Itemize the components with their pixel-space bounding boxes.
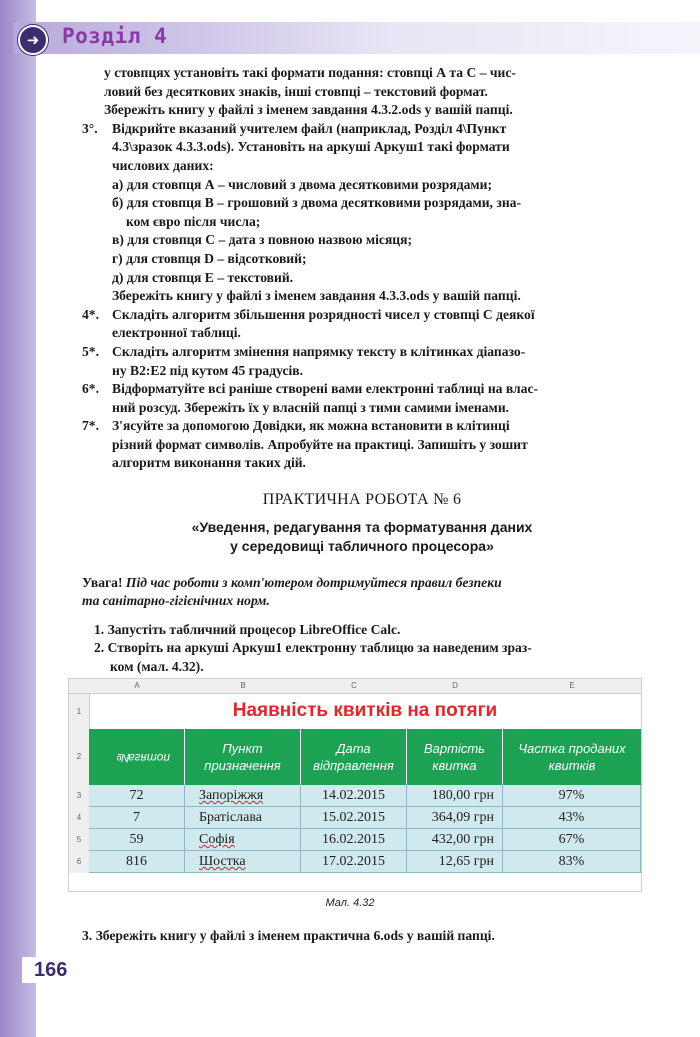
- task-number: 7*.: [82, 418, 99, 434]
- header-line: потяга: [128, 750, 171, 765]
- header-cell-number: [89, 729, 185, 785]
- page-number: 166: [22, 957, 102, 983]
- task-line: Відформатуйте всі раніше створені вами електронні таблиці на влас-: [112, 381, 539, 397]
- header-line: призначення: [204, 758, 281, 773]
- column-header: C: [301, 679, 407, 694]
- table-cell: 12,65 грн: [407, 851, 503, 873]
- task-number: 5*.: [82, 343, 99, 359]
- row-header: 3: [69, 785, 90, 807]
- table-cell: 816: [89, 851, 185, 873]
- task-number: 4*.: [82, 306, 99, 322]
- figure-caption: Мал. 4.32: [325, 897, 375, 909]
- task-line: Складіть алгоритм збільшення розрядності чисел у стовпці С деякої: [112, 306, 535, 322]
- header-line: Пункт: [222, 741, 263, 756]
- final-step: 3. Збережіть книгу у файлі з іменем практична 6.ods у вашій папці.: [82, 928, 495, 943]
- row-header: 5: [69, 829, 90, 851]
- task-line: електронної таблиці.: [112, 325, 241, 341]
- table-cell: 17.02.2015: [301, 851, 407, 873]
- step-2-cont: ком (мал. 4.32).: [110, 659, 204, 675]
- warning-text-2: та санітарно-гігієнічних норм.: [82, 593, 270, 609]
- table-cell: [185, 785, 301, 807]
- table-cell: [185, 851, 301, 873]
- row-header: 4: [69, 807, 90, 829]
- header-line: квитків: [548, 758, 596, 773]
- table-cell: 180,00 грн: [407, 785, 503, 807]
- table-cell: 15.02.2015: [301, 807, 407, 829]
- header-cell-date: [301, 729, 407, 785]
- row-header: 2: [69, 729, 90, 785]
- intro-line: ловий без десяткових знаків, інші стовпці – текстовий формат.: [104, 83, 488, 99]
- table-cell: 14.02.2015: [301, 785, 407, 807]
- warning-label: Увага!: [82, 574, 123, 590]
- table-cell: 432,00 грн: [407, 829, 503, 851]
- table-cell: 97%: [503, 785, 641, 807]
- header-cell-destination: [185, 729, 301, 785]
- table-cell: Братіслава: [185, 807, 301, 829]
- table-cell: 72: [89, 785, 185, 807]
- column-header: A: [89, 679, 185, 694]
- save-instruction: Збережіть книгу у файлі з іменем завдання 4.3.3.ods у вашій папці.: [112, 288, 521, 304]
- step-2: 2. Створіть на аркуші Аркуш1 електронну таблицю за наведеним зраз-: [94, 640, 532, 656]
- task-number: 3°.: [82, 120, 98, 136]
- task-line: З'ясуйте за допомогою Довідки, як можна встановити в клітинці: [112, 418, 510, 434]
- column-header: D: [407, 679, 503, 694]
- task-line: Складіть алгоритм змінення напрямку тексту в клітинках діапазо-: [112, 343, 526, 359]
- corner-cell: [69, 679, 89, 694]
- subitem: г) для стовпця D – відсотковий;: [112, 250, 307, 266]
- header-line: Вартість: [423, 741, 485, 756]
- row-header: 6: [69, 851, 90, 873]
- task-line: ний розсуд. Збережіть їх у власній папці з тими самими іменами.: [112, 399, 510, 415]
- table-cell: 43%: [503, 807, 641, 829]
- task-number: 6*.: [82, 381, 99, 397]
- table-cell: 67%: [503, 829, 641, 851]
- warning: [82, 574, 642, 611]
- intro-line: у стовпцях установіть такі формати подання: стовпці А та С – чис-: [104, 65, 516, 80]
- task-line: Відкрийте вказаний учителем файл (наприклад, Розділ 4\Пункт: [112, 120, 507, 136]
- table-cell: [185, 829, 301, 851]
- table-title: Наявність квитків на потяги: [232, 700, 498, 721]
- table-cell: 83%: [503, 851, 641, 873]
- task-line: ну В2:Е2 під кутом 45 градусів.: [112, 362, 304, 378]
- header-line: Частка проданих: [518, 741, 626, 756]
- spreadsheet-figure: [68, 678, 642, 892]
- chapter-title: Розділ 4: [62, 24, 168, 48]
- task-3: [82, 120, 642, 176]
- intro-line: Збережіть книгу у файлі з іменем завдання 4.3.2.ods у вашій папці.: [104, 102, 513, 118]
- table-cell: 59: [89, 829, 185, 851]
- practical-subtitle-line-1: «Уведення, редагування та форматування даних: [191, 518, 533, 535]
- city-name: Шостка: [199, 854, 246, 869]
- task-line: алгоритм виконання таких дій.: [112, 455, 306, 471]
- column-header: E: [503, 679, 641, 694]
- subitem: д) для стовпця Е – текстовий.: [112, 269, 294, 285]
- task-6: [82, 380, 642, 417]
- steps: [82, 621, 642, 677]
- table-cell: 7: [89, 807, 185, 829]
- header-cell-price: [407, 729, 503, 785]
- table-cell: 364,09 грн: [407, 807, 503, 829]
- subitem: ком євро після числа;: [126, 213, 261, 229]
- subitem: б) для стовпця В – грошовий з двома десятковими розрядами, зна-: [112, 195, 521, 211]
- subitem: в) для стовпця С – дата з повною назвою місяця;: [112, 232, 413, 248]
- header-cell-share: [503, 729, 641, 785]
- header-line: квитка: [432, 758, 477, 773]
- task-line: числових даних:: [112, 157, 214, 173]
- practical-title: ПРАКТИЧНА РОБОТА № 6: [262, 491, 462, 509]
- task-5: [82, 343, 642, 380]
- arrow-right-circle-icon: ➜: [18, 25, 48, 55]
- city-name: Запоріжжя: [199, 788, 264, 803]
- row-header: 1: [69, 694, 90, 729]
- header-line: Дата: [336, 741, 371, 756]
- subitem: а) для стовпця А – числовий з двома десятковими розрядами;: [112, 176, 492, 192]
- task-line: 4.3\зразок 4.3.3.ods). Установіть на аркуші Аркуш1 такі формати: [112, 139, 510, 155]
- city-name: Софія: [199, 832, 235, 847]
- sidebar-band: [0, 0, 36, 1037]
- task-7: [82, 417, 642, 473]
- practical-subtitle: [82, 518, 642, 556]
- task-4: [82, 306, 642, 343]
- table-cell: 16.02.2015: [301, 829, 407, 851]
- warning-text-1: Під час роботи з комп'ютером дотримуйтеся правил безпеки: [125, 574, 502, 590]
- task-line: різний формат символів. Апробуйте на практиці. Запишіть у зошит: [112, 436, 528, 452]
- header-line: відправлення: [313, 758, 394, 773]
- column-header: B: [185, 679, 301, 694]
- header-cell-number-text: [117, 736, 171, 778]
- page-content: [82, 64, 642, 677]
- header-line: №: [117, 750, 130, 765]
- step-1: 1. Запустіть табличний процесор LibreOffice Calc.: [94, 621, 401, 637]
- practical-subtitle-line-2: у середовищі табличного процесора»: [230, 537, 494, 554]
